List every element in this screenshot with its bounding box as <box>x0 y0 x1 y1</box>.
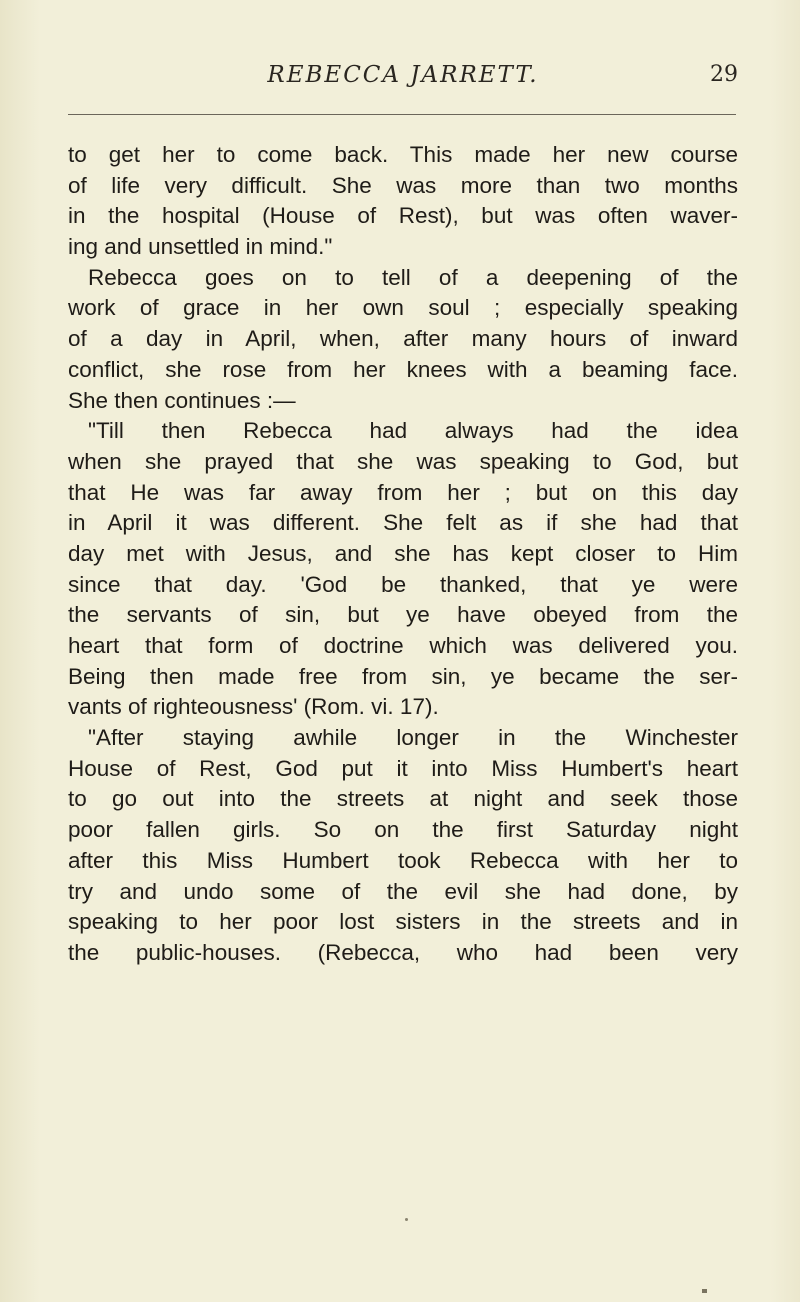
text-line: poor fallen girls. So on the first Saturday night <box>68 817 738 843</box>
text-line: that He was far away from her ; but on this day <box>68 479 738 505</box>
text-line: "Till then Rebecca had always had the idea <box>88 418 738 444</box>
text-line: conflict, she rose from her knees with a beaming face. <box>68 356 738 382</box>
text-line: of life very difficult. She was more than two months <box>68 172 738 198</box>
text-line: after this Miss Humbert took Rebecca with her to <box>68 847 738 873</box>
text-line: try and undo some of the evil she had done, by <box>68 878 738 904</box>
text-line: to go out into the streets at night and seek those <box>68 786 738 812</box>
page-number: 29 <box>710 62 738 87</box>
text-line: She then continues :— <box>68 387 296 413</box>
print-speck <box>405 1218 408 1221</box>
running-title: REBECCA JARRETT. <box>267 62 539 88</box>
text-line: heart that form of doctrine which was delivered you. <box>68 633 738 658</box>
text-line: the public-houses. (Rebecca, who had been very <box>68 939 738 965</box>
body-text <box>68 140 738 969</box>
text-line: "After staying awhile longer in the Winchester <box>88 725 738 751</box>
text-line: of a day in April, when, after many hours of inward <box>68 326 738 352</box>
text-line: House of Rest, God put it into Miss Humbert's heart <box>68 755 738 781</box>
text-line: ing and unsettled in mind." <box>68 234 333 260</box>
text-line: day met with Jesus, and she has kept closer to Him <box>68 540 738 566</box>
text-line: to get her to come back. This made her new course <box>68 142 738 167</box>
text-line: work of grace in her own soul ; especially speaking <box>68 295 738 321</box>
text-line: speaking to her poor lost sisters in the streets and in <box>68 909 738 935</box>
text-line: since that day. 'God be thanked, that ye were <box>68 571 738 597</box>
page-header <box>68 62 738 98</box>
header-rule <box>68 114 736 115</box>
text-line: in the hospital (House of Rest), but was often waver- <box>68 203 738 229</box>
text-line: in April it was different. She felt as if she had that <box>68 510 738 536</box>
text-line: vants of righteousness' (Rom. vi. 17). <box>68 694 439 720</box>
print-speck <box>702 1289 707 1293</box>
text-line: when she prayed that she was speaking to God, but <box>68 448 738 474</box>
text-line: the servants of sin, but ye have obeyed from the <box>68 602 738 628</box>
text-line: Being then made free from sin, ye became the ser- <box>68 663 738 689</box>
text-line: Rebecca goes on to tell of a deepening of the <box>88 264 738 290</box>
